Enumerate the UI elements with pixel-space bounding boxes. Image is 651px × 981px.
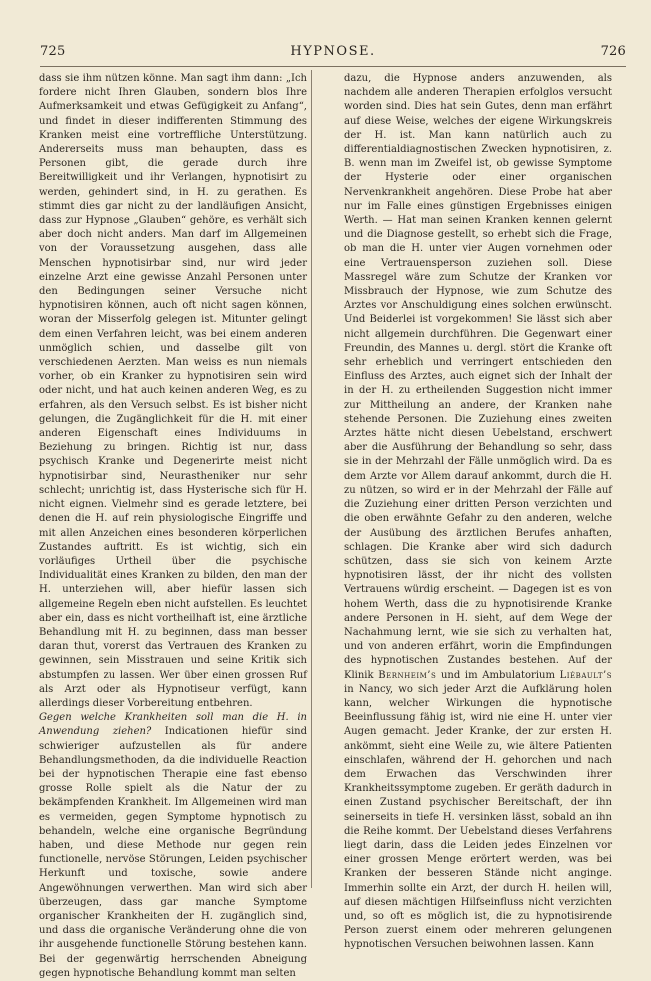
- author-name: Bernheim’s: [378, 669, 437, 681]
- page-number-right: 726: [600, 44, 626, 59]
- paragraph: Gegen welche Krankheiten soll man die H. in Anwendung ziehen? Indicationen hiefür sind schwieriger aufzustellen als für andere Behandlungsmethoden, da die individuelle Reaction bei der hypnotischen Therapie eine fast ebenso grosse Rolle spielt als die Natur der zu bekämpfenden Krankheit. Im Allgemeinen wird man es vermeiden, gegen Symptome hypnotisch zu behandeln, welche eine organische Begründung haben, und diese Methode nur gegen rein functionelle, nervöse Störungen, Leiden psychischer Herkunft und toxische, sowie andere Angewöhnungen verwerthen. Man wird sich aber überzeugen, dass gar manche Symptome organischer Krankheiten der H. zugänglich sind, und dass die organische Veränderung ohne die von ihr ausgehende functionelle Störung bestehen kann. Bei der gegenwärtig herrschenden Abneigung gegen hypnotische Behandlung kommt man selten: [39, 712, 307, 979]
- paragraph: dass sie ihm nützen könne. Man sagt ihm dann: „Ich fordere nicht Ihren Glauben, sondern blos Ihre Aufmerksamkeit und etwas Gefügigkeit zu Anfang“, und findet in dieser indifferenten Stimmung des Kranken meist eine vortreffliche Unterstützung. Andererseits muss man behaupten, dass es Personen gibt, die gerade durch ihre Bereitwilligkeit und ihr Verlangen, hypnotisirt zu werden, gehindert sind, in H. zu gerathen. Es stimmt dies gar nicht zu der landläufigen Ansicht, dass zur Hypnose „Glauben“ gehöre, es verhält sich aber doch nicht anders. Man darf im Allgemeinen von der Voraussetzung ausgehen, dass alle Menschen hypnotisirbar sind, nur wird jeder einzelne Arzt eine gewisse Anzahl Personen unter den Bedingungen seiner Versuche nicht hypnotisiren können, auch oft nicht sagen können, woran der Misserfolg gelegen ist. Mitunter gelingt dem einen Verfahren leicht, was bei einem anderen unmöglich schien, und dasselbe gilt von verschiedenen Aerzten. Man weiss es nun niemals vorher, ob ein Kranker zu hypnotisiren sein wird oder nicht, und hat auch keinen anderen Weg, es zu erfahren, als den Versuch selbst. Es ist bisher nicht gelungen, die Zugänglichkeit für die H. mit einer anderen Eigenschaft eines Individuums in Beziehung zu bringen. Richtig ist nur, dass psychisch Kranke und Degenerirte meist nicht hypnotisirbar sind, Neurastheniker nur sehr schlecht; unrichtig ist, dass Hysterische sich für H. nicht eignen. Vielmehr sind es gerade letztere, bei denen die H. auf rein physiologische Eingriffe und mit allen Anzeichen eines besonderen körperlichen Zustandes auftritt. Es ist wichtig, sich ein vorläufiges Urtheil über die psychische Individualität eines Kranken zu bilden, den man der H. unterziehen will, aber hiefür lassen sich allgemeine Regeln eben nicht aufstellen. Es leuchtet aber ein, dass es nicht vortheilhaft ist, eine ärztliche Behandlung mit H. zu beginnen, dass man besser daran thut, vorerst das Vertrauen des Kranken zu gewinnen, sein Misstrauen und seine Kritik sich abstumpfen zu lassen. Wer über einen grossen Ruf als Arzt oder als Hypnotiseur verfügt, kann allerdings dieser Vorbereitung entbehren.: [39, 73, 307, 709]
- author-name: Liébault’s: [559, 669, 612, 681]
- left-column: [39, 72, 307, 981]
- page-number-left: 725: [40, 44, 66, 59]
- header-rule: [40, 66, 626, 67]
- column-divider: [311, 70, 312, 888]
- italic-question: Gegen welche Krankheiten soll man die H. in Anwendung ziehen?: [39, 712, 307, 738]
- running-title: HYPNOSE.: [290, 44, 376, 59]
- right-column: [344, 72, 612, 953]
- page-header: [40, 44, 626, 64]
- paragraph: dazu, die Hypnose anders anzuwenden, als nachdem alle anderen Therapien erfolglos versucht worden sind. Dies hat sein Gutes, denn man erfährt auf diese Weise, welches der eigene Wirkungskreis der H. ist. Man kann natürlich auch zu differentialdiagnostischen Zwecken hypnotisiren, z. B. wenn man im Zweifel ist, ob gewisse Symptome der Hysterie oder einer organischen Nervenkrankheit angehören. Diese Probe hat aber nur im Falle eines günstigen Ergebnisses einigen Werth. — Hat man seinen Kranken kennen gelernt und die Diagnose gestellt, so erhebt sich die Frage, ob man die H. unter vier Augen vornehmen oder eine Vertrauensperson zuziehen soll. Diese Massregel wäre zum Schutze der Kranken vor Missbrauch der Hypnose, wie zum Schutze des Arztes vor Anschuldigung eines solchen erwünscht. Und Beiderlei ist vorgekommen! Sie lässt sich aber nicht allgemein durchführen. Die Gegenwart einer Freundin, des Mannes u. dergl. stört die Kranke oft sehr erheblich und verringert entschieden den Einfluss des Arztes, auch eignet sich der Inhalt der in der H. zu ertheilenden Suggestion nicht immer zur Mittheilung an andere, der Kranken nahe stehende Personen. Die Zuziehung eines zweiten Arztes hätte nicht diesen Uebelstand, erschwert aber die Ausführung der Behandlung so sehr, dass sie in der Mehrzahl der Fälle unmöglich wird. Da es dem Arzte vor Allem darauf ankommt, durch die H. zu nützen, so wird er in der Mehrzahl der Fälle auf die Zuziehung einer dritten Person verzichten und die oben erwähnte Gefahr zu den anderen, welche der Ausübung des ärztlichen Berufes anhaften, schlagen. Die Kranke aber wird sich dadurch schützen, dass sie sich von keinem Arzte hypnotisiren lässt, der ihr nicht des vollsten Vertrauens würdig erscheint. — Dagegen ist es von hohem Werth, dass die zu hypnotisirende Kranke andere Personen in H. sieht, auf dem Wege der Nachahmung lernt, wie sie sich zu verhalten hat, und von anderen erfährt, worin die Empfindungen des hypnotischen Zustandes bestehen. Auf der Klinik Bernheim’s und im Ambulatorium Liébault’s in Nancy, wo sich jeder Arzt die Aufklärung holen kann, welcher Wirkungen die hypnotische Beeinflussung fähig ist, wird nie eine H. unter vier Augen gemacht. Jeder Kranke, der zur ersten H. ankömmt, sieht eine Weile zu, wie ältere Patienten einschlafen, während der H. gehorchen und nach dem Erwachen das Verschwinden ihrer Krankheitssymptome zugeben. Er geräth dadurch in einen Zustand psychischer Bereitschaft, der ihn seinerseits in tiefe H. versinken lässt, sobald an ihn die Reihe kommt. Der Uebelstand dieses Verfahrens liegt darin, dass die Leiden jedes Einzelnen vor einer grossen Menge erörtert werden, was bei Kranken der besseren Stände nicht anginge. Immerhin sollte ein Arzt, der durch H. heilen will, auf diesen mächtigen Hilfseinfluss nicht verzichten und, so oft es möglich ist, die zu hypnotisirende Person zuerst einem oder mehreren gelungenen hypnotischen Versuchen beiwohnen lassen. Kann: [344, 73, 612, 951]
